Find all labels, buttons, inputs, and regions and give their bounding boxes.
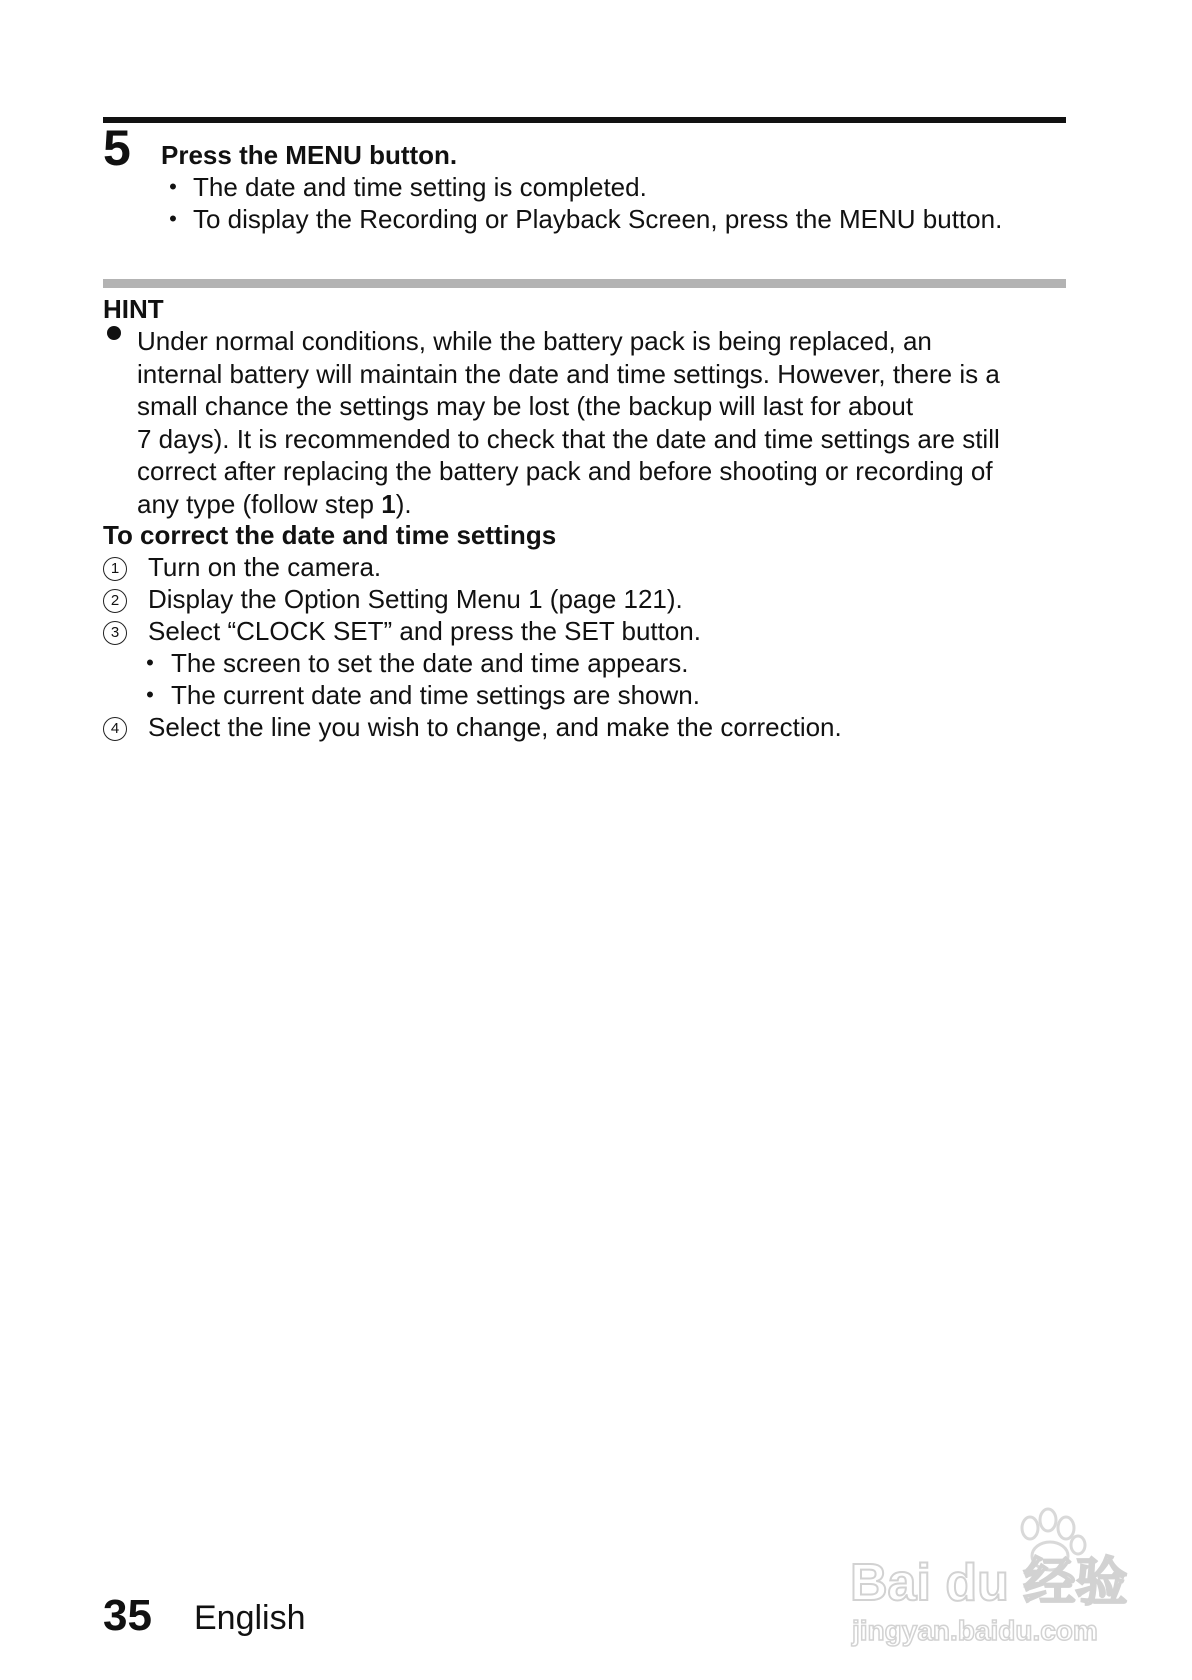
step-bullet-text: To display the Recording or Playback Screen, press the MENU button.: [193, 204, 1003, 234]
page-language: English: [194, 1599, 306, 1637]
sub-bullet-text: The screen to set the date and time appears.: [171, 648, 689, 678]
correct-item-text: Display the Option Setting Menu 1 (page 121).: [148, 584, 683, 614]
circled-number-1: 1: [103, 557, 127, 581]
watermark-brand: Bai du 经验: [850, 1554, 1128, 1612]
hint-title: HINT: [103, 294, 164, 324]
hint-bullet-icon: [107, 326, 121, 340]
manual-page: 5 Press the MENU button. • The date and time setting is completed. • To display the Recording or Playback Screen, press the MENU button. HINT Under normal conditions, while the battery pack is being replaced, an internal battery will maintain the date and time settings. However, there is a small chance the settings may be lost (the backup will last for about 7 days). It is recommended to check that the date and time settings are still correct after replacing the battery pack and before shooting or recording of any type (follow step 1). To correct the date and time settings 1 Turn on the camera. 2 Display the Option Setting Menu 1 (page 121). 3 Select “CLOCK SET” and press the SET button. • The screen to set the date and time appears. • The current date and time settings are shown. 4 Select the line you wish to change, and make the correction. 35 English Bai du 经验 jingyan.baidu.com: [0, 0, 1192, 1680]
baidu-watermark-icon: [850, 1500, 1150, 1660]
circled-number-4: 4: [103, 717, 127, 741]
correct-item-text: Select the line you wish to change, and make the correction.: [148, 712, 842, 742]
top-rule: [103, 117, 1066, 123]
hint-last-line: any type (follow step 1).: [137, 488, 412, 519]
correct-item-text: Select “CLOCK SET” and press the SET button.: [148, 616, 701, 646]
step-bullet-text: The date and time setting is completed.: [193, 172, 647, 202]
page-number: 35: [103, 1591, 152, 1640]
step-reference: 1: [381, 488, 396, 519]
step-number: 5: [103, 120, 131, 176]
hint-line: 7 days). It is recommended to check that the date and time settings are still: [137, 423, 1000, 454]
step-title: Press the MENU button.: [161, 140, 458, 170]
circled-number-2: 2: [103, 589, 127, 613]
hint-line: internal battery will maintain the date and time settings. However, there is a: [137, 358, 1000, 389]
correct-heading: To correct the date and time settings: [103, 520, 557, 550]
watermark-url: jingyan.baidu.com: [852, 1615, 1098, 1646]
sub-bullet-text: The current date and time settings are shown.: [171, 680, 700, 710]
hint-line: small chance the settings may be lost (the backup will last for about: [137, 391, 914, 421]
circled-number-3: 3: [103, 621, 127, 645]
hint-rule: [103, 279, 1066, 288]
hint-line: Under normal conditions, while the battery pack is being replaced, an: [137, 326, 932, 356]
hint-line: correct after replacing the battery pack and before shooting or recording of: [137, 456, 993, 486]
hint-body: [137, 325, 1067, 520]
correct-item-text: Turn on the camera.: [148, 552, 382, 582]
